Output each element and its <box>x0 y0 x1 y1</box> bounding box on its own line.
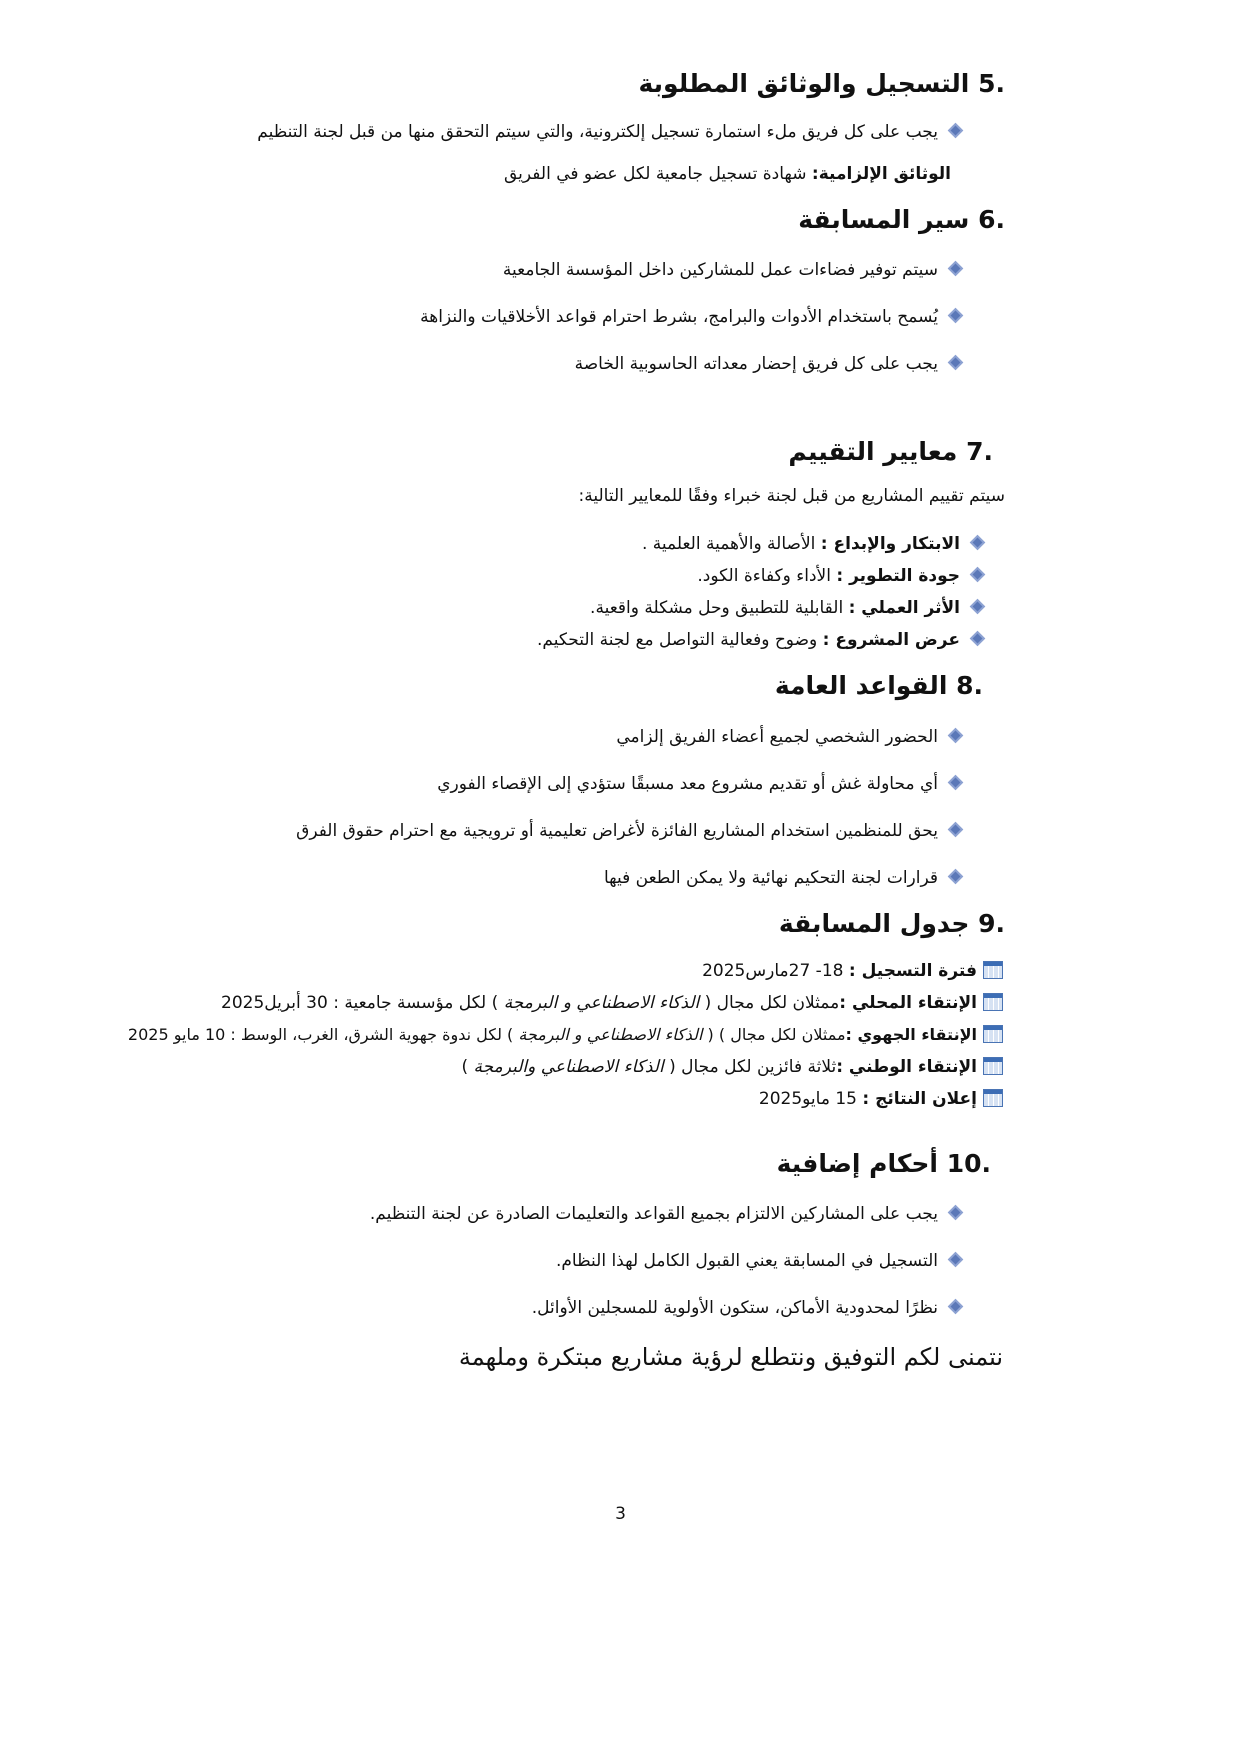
section-5-docs: الوثائق الإلزامية: شهادة تسجيل جامعية لكل عضو في الفريق <box>504 164 951 184</box>
diamond-bullet-icon <box>970 535 986 551</box>
section-9-title: .9 جدول المسابقة <box>778 909 1005 938</box>
section-6-bullet-3: يجب على كل فريق إحضار معداته الحاسوبية الخاصة <box>0 350 1241 378</box>
diamond-bullet-icon <box>948 261 964 277</box>
section-6-bullet-2: يُسمح باستخدام الأدوات والبرامج، بشرط احترام قواعد الأخلاقيات والنزاهة <box>0 303 1241 331</box>
diamond-bullet-icon <box>948 123 964 139</box>
diamond-bullet-icon <box>970 631 986 647</box>
calendar-icon <box>983 961 1003 979</box>
schedule-row-5: إعلان النتائج : 15 مايو2025 <box>0 1085 1241 1113</box>
calendar-icon <box>983 993 1003 1011</box>
section-7 <box>0 434 1241 470</box>
section-6-title: .6 سير المسابقة <box>798 205 1005 234</box>
closing-line: نتمنى لكم التوفيق ونتطلع لرؤية مشاريع مبتكرة وملهمة <box>458 1343 1003 1371</box>
section-5-bullet: يجب على كل فريق ملء استمارة تسجيل إلكترونية، والتي سيتم التحقق منها من قبل لجنة التنظيم <box>0 118 1241 146</box>
criteria-4: عرض المشروع : وضوح وفعالية التواصل مع لجنة التحكيم. <box>0 626 1241 654</box>
calendar-icon <box>983 1089 1003 1107</box>
diamond-bullet-icon <box>970 599 986 615</box>
criteria-3: الأثر العملي : القابلية للتطبيق وحل مشكلة واقعية. <box>0 594 1241 622</box>
section-5 <box>0 66 1241 102</box>
diamond-bullet-icon <box>948 1205 964 1221</box>
calendar-icon <box>983 1057 1003 1075</box>
section-8-bullet-1: الحضور الشخصي لجميع أعضاء الفريق إلزامي <box>0 723 1241 751</box>
diamond-bullet-icon <box>948 822 964 838</box>
section-10-bullet-3: نظرًا لمحدودية الأماكن، ستكون الأولوية للمسجلين الأوائل. <box>0 1294 1241 1322</box>
section-10-bullet-2: التسجيل في المسابقة يعني القبول الكامل لهذا النظام. <box>0 1247 1241 1275</box>
criteria-1: الابتكار والإبداع : الأصالة والأهمية العلمية . <box>0 530 1241 558</box>
section-10-title: .10 أحكام إضافية <box>776 1149 991 1178</box>
diamond-bullet-icon <box>948 869 964 885</box>
section-7-intro: سيتم تقييم المشاريع من قبل لجنة خبراء وفقًا للمعايير التالية: <box>578 486 1005 506</box>
section-5-title: .5 التسجيل والوثائق المطلوبة <box>638 69 1005 98</box>
diamond-bullet-icon <box>970 567 986 583</box>
calendar-icon <box>983 1025 1003 1043</box>
section-6-bullet-1: سيتم توفير فضاءات عمل للمشاركين داخل المؤسسة الجامعية <box>0 256 1241 284</box>
section-8-bullet-2: أي محاولة غش أو تقديم مشروع معد مسبقًا ستؤدي إلى الإقصاء الفوري <box>0 770 1241 798</box>
section-6 <box>0 202 1241 238</box>
schedule-row-2: الإنتقاء المحلي :ممثلان لكل مجال ( الذكاء الاصطناعي و البرمجة ) لكل مؤسسة جامعية : 30 أبريل2025 <box>0 989 1241 1017</box>
section-8-bullet-3: يحق للمنظمين استخدام المشاريع الفائزة لأغراض تعليمية أو ترويجية مع احترام حقوق الفرق <box>0 817 1241 845</box>
section-8-bullet-4: قرارات لجنة التحكيم نهائية ولا يمكن الطعن فيها <box>0 864 1241 892</box>
diamond-bullet-icon <box>948 1299 964 1315</box>
section-8-title: .8 القواعد العامة <box>774 671 983 700</box>
diamond-bullet-icon <box>948 775 964 791</box>
section-9 <box>0 906 1241 942</box>
section-7-title: .7 معايير التقييم <box>788 437 993 466</box>
diamond-bullet-icon <box>948 728 964 744</box>
criteria-2: جودة التطوير : الأداء وكفاءة الكود. <box>0 562 1241 590</box>
diamond-bullet-icon <box>948 308 964 324</box>
schedule-row-1: فترة التسجيل : 18- 27مارس2025 <box>0 957 1241 985</box>
page-number: 3 <box>615 1504 626 1524</box>
schedule-row-4: الإنتقاء الوطني :ثلاثة فائزين لكل مجال ( الذكاء الاصطناعي والبرمجة ) <box>0 1053 1241 1081</box>
diamond-bullet-icon <box>948 355 964 371</box>
section-8 <box>0 668 1241 704</box>
section-10 <box>0 1146 1241 1182</box>
schedule-row-3: الإنتقاء الجهوي :ممثلان لكل مجال ) ( الذكاء الاصطناعي و البرمجة ) لكل ندوة جهوية الشرق، الغرب، الوسط : 10 مايو 2025 <box>0 1021 1241 1049</box>
diamond-bullet-icon <box>948 1252 964 1268</box>
section-10-bullet-1: يجب على المشاركين الالتزام بجميع القواعد والتعليمات الصادرة عن لجنة التنظيم. <box>0 1200 1241 1228</box>
